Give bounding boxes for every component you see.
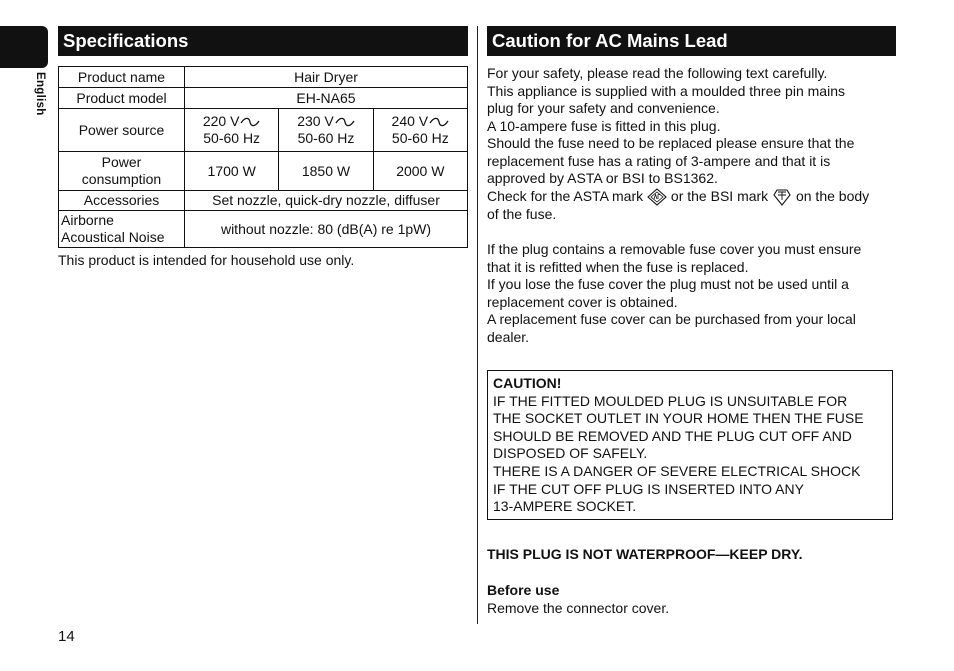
household-use-note: This product is intended for household use only. [58, 252, 355, 268]
power-value: 1700 W [185, 152, 279, 191]
power-source-cell: 220 V 50-60 Hz [185, 109, 279, 152]
power-source-cell: 230 V 50-60 Hz [279, 109, 373, 152]
specifications-heading: Specifications [58, 26, 468, 56]
row-label: Power consumption [59, 152, 185, 191]
language-label: English [34, 72, 46, 116]
before-use-section [487, 582, 897, 617]
ac-symbol-icon [240, 117, 260, 127]
waterproof-warning: THIS PLUG IS NOT WATERPROOF—KEEP DRY. [487, 546, 803, 562]
before-use-heading: Before use [487, 582, 560, 598]
power-value: 2000 W [373, 152, 467, 191]
row-label: Accessories [59, 191, 185, 211]
ac-symbol-icon [429, 117, 449, 127]
table-row [59, 191, 468, 211]
row-label: Power source [59, 109, 185, 152]
row-value: Set nozzle, quick-dry nozzle, diffuser [185, 191, 468, 211]
table-row [59, 211, 468, 248]
fuse-cover-paragraph: If the plug contains a removable fuse cover you must ensure that it is refitted when the fuse is replaced. If you lose the fuse cover the plug must not be used until a replacement cover is obtained. A replacement fuse cover can be purchased from your local dealer. [487, 241, 862, 345]
row-value: Hair Dryer [185, 67, 468, 88]
caution-box: CAUTION! IF THE FITTED MOULDED PLUG IS UNSUITABLE FOR THE SOCKET OUTLET IN YOUR HOME THEN THE FUSE SHOULD BE REMOVED AND THE PLUG CUT OFF AND DISPOSED OF SAFELY. THERE IS A DANGER OF SEVERE ELECTRICAL SHOCK IF THE CUT OFF PLUG IS INSERTED INTO ANY 13-AMPERE SOCKET. [487, 370, 893, 520]
language-tab [0, 26, 48, 68]
page-number: 14 [58, 628, 75, 645]
row-label: Product name [59, 67, 185, 88]
power-value: 1850 W [279, 152, 373, 191]
table-row [59, 152, 468, 191]
caution-heading: Caution for AC Mains Lead [487, 26, 896, 56]
row-label: Airborne Acoustical Noise [59, 211, 185, 248]
caution-box-heading: CAUTION! [493, 375, 562, 391]
power-source-cell: 240 V 50-60 Hz [373, 109, 467, 152]
table-row [59, 67, 468, 88]
safety-paragraph: For your safety, please read the following text carefully. This appliance is supplied with a moulded three pin mains plug for your safety and convenience. A 10-ampere fuse is fitted in this plug. Should the fuse need to be replaced please ensure that the replacement fuse has a rating of 3-ampere and that it is approved by ASTA or BSI to BS1362. Check for the ASTA mark or the BSI mark on the body of the fuse. [487, 65, 870, 222]
before-use-text: Remove the connector cover. [487, 599, 670, 616]
row-value: EH-NA65 [185, 88, 468, 109]
asta-mark-icon [647, 188, 667, 206]
table-row [59, 109, 468, 152]
ac-symbol-icon [335, 117, 355, 127]
table-row [59, 88, 468, 109]
column-divider [477, 26, 478, 624]
bsi-kitemark-icon [772, 188, 792, 206]
specifications-table [58, 66, 468, 248]
row-value: without nozzle: 80 (dB(A) re 1pW) [185, 211, 468, 248]
row-label: Product model [59, 88, 185, 109]
